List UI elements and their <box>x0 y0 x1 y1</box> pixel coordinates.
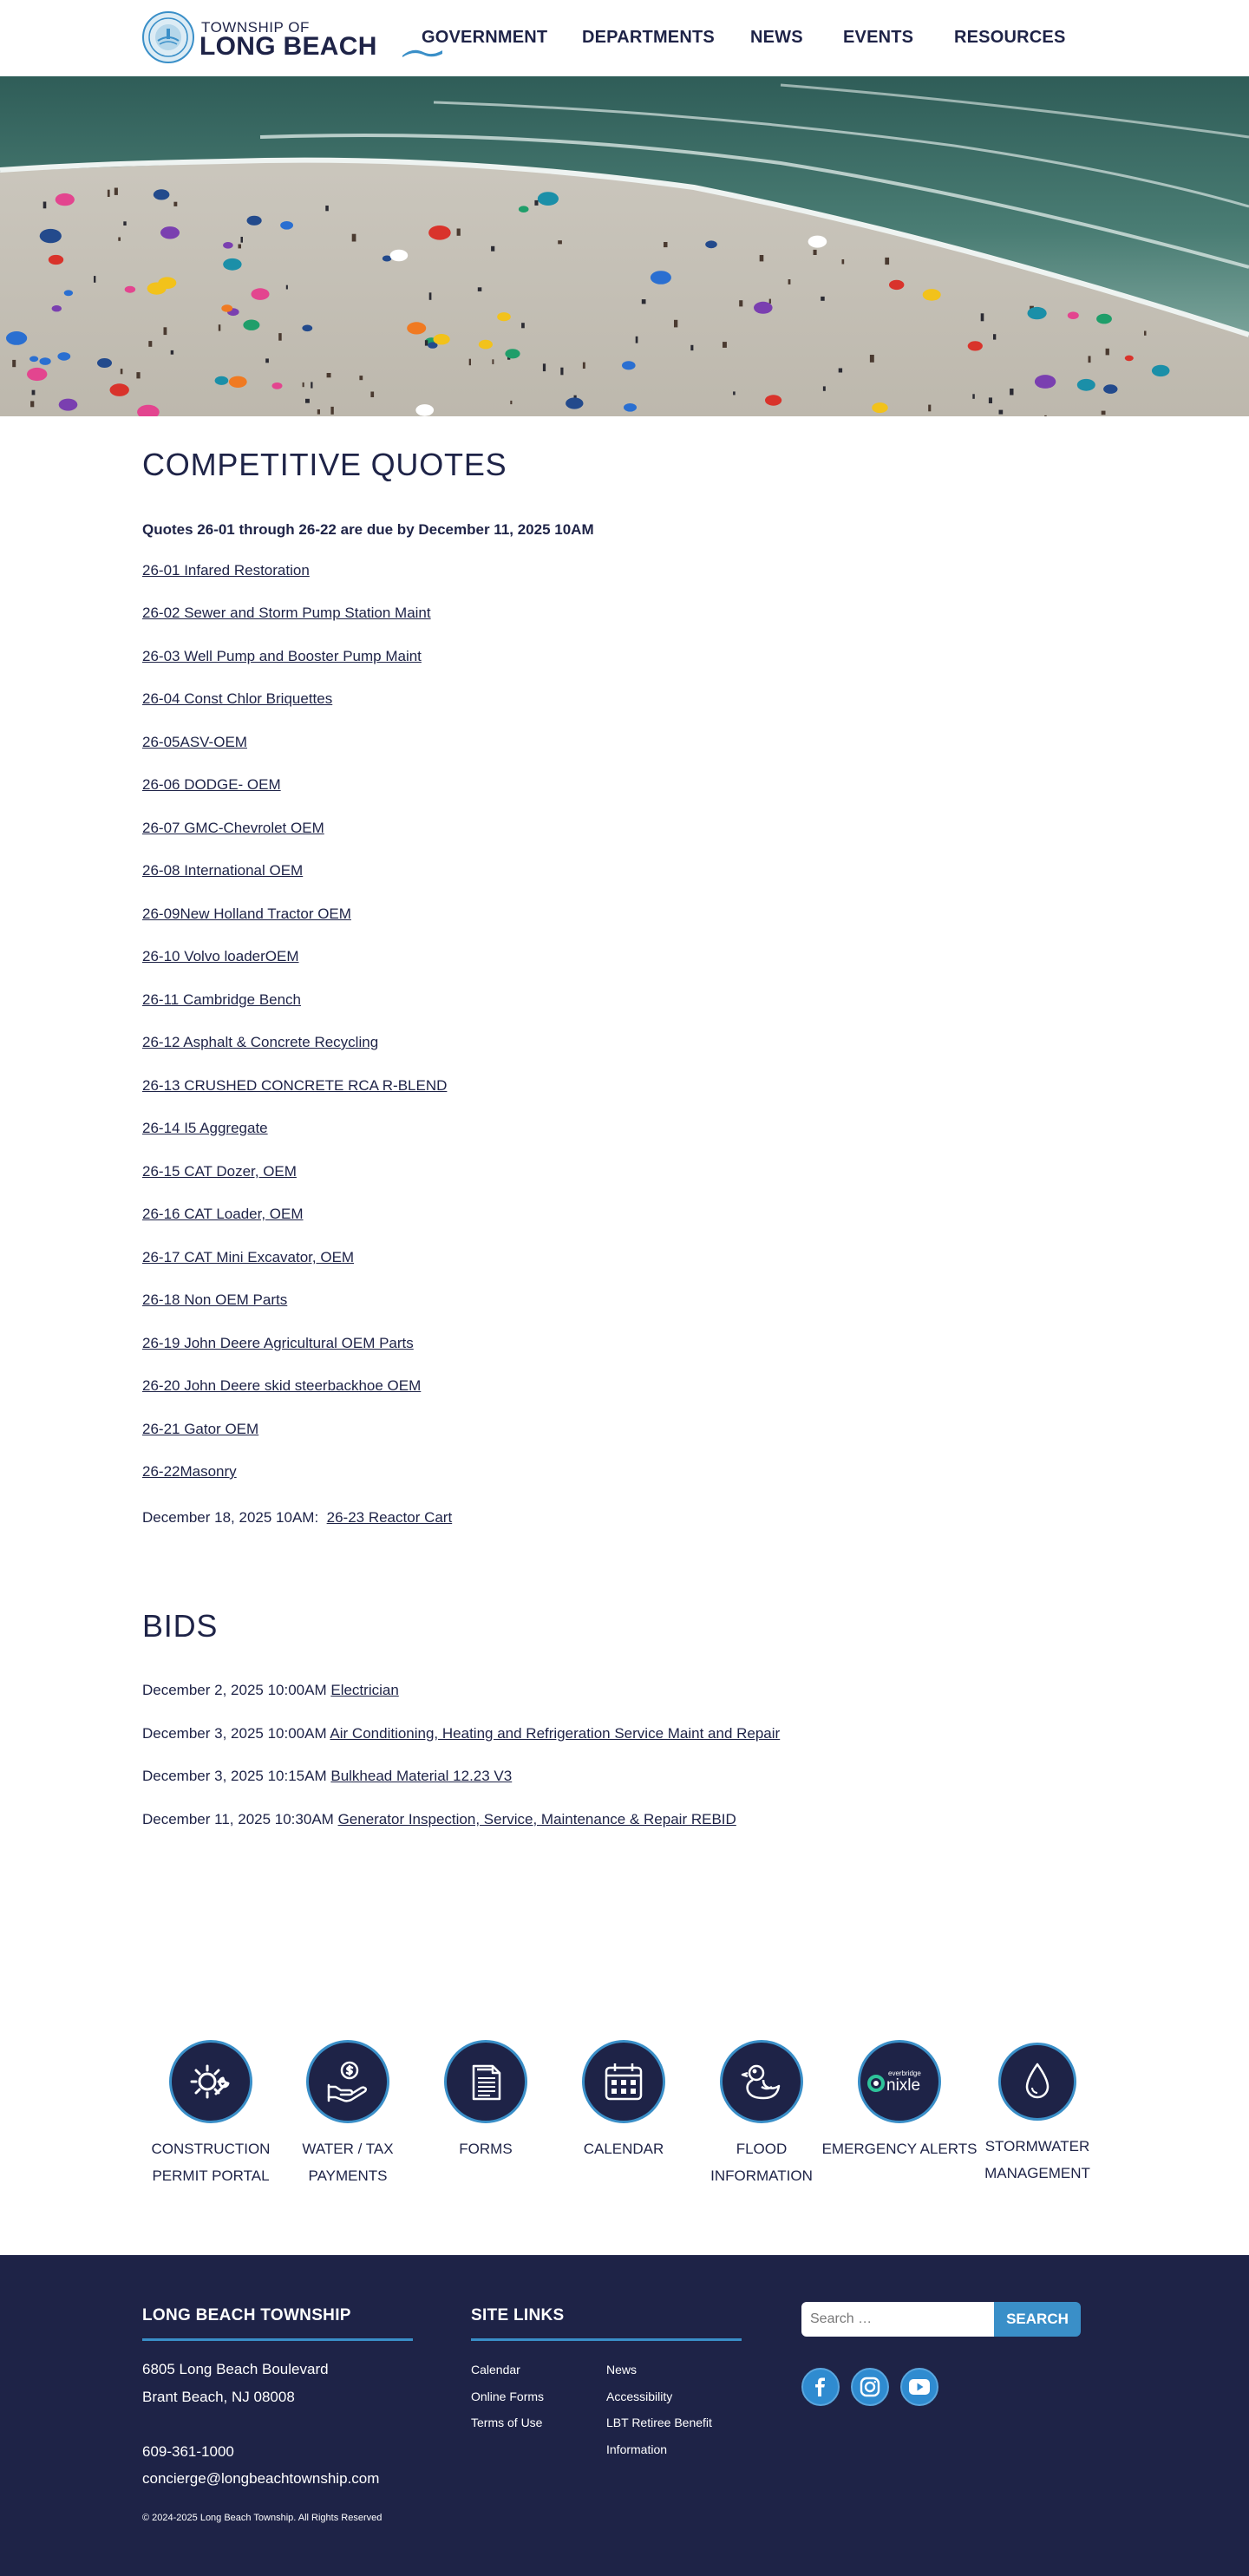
beach-umbrella <box>223 258 241 271</box>
beach-umbrella <box>1068 311 1079 319</box>
beach-person <box>311 382 312 388</box>
beach-umbrella <box>566 397 583 409</box>
beach-person <box>1044 415 1047 416</box>
beach-person <box>583 363 585 369</box>
beach-umbrella <box>64 290 73 296</box>
footer-email[interactable]: concierge@longbeachtownship.com <box>142 2470 380 2487</box>
beach-umbrella <box>1125 356 1134 362</box>
quote-link-26-03[interactable]: 26-03 Well Pump and Booster Pump Maint <box>142 648 422 664</box>
beach-person <box>469 359 471 366</box>
footer-title-site-links: SITE LINKS <box>471 2306 565 2324</box>
beach-person <box>839 369 842 373</box>
beach-umbrella <box>59 399 78 411</box>
beach-person <box>636 337 638 343</box>
beach-umbrella <box>247 216 262 226</box>
quicklink-label: FLOOD INFORMATION <box>710 2141 813 2184</box>
footer-title-township: LONG BEACH TOWNSHIP <box>142 2306 351 2324</box>
bid-date: December 2, 2025 10:00AM <box>142 1682 327 1698</box>
quote-link-26-23[interactable]: 26-23 Reactor Cart <box>326 1509 453 1526</box>
quote-link-26-07[interactable]: 26-07 GMC-Chevrolet OEM <box>142 820 324 836</box>
beach-person <box>303 382 304 387</box>
footer-phone[interactable]: 609-361-1000 <box>142 2443 234 2460</box>
hand-dollar-icon <box>306 2040 389 2123</box>
beach-person <box>327 373 331 377</box>
quicklink-calendar[interactable] <box>546 2040 702 2162</box>
quicklink-stormwater[interactable] <box>959 2040 1115 2187</box>
beach-umbrella <box>1096 314 1112 324</box>
beach-umbrella <box>434 334 450 344</box>
quote-link-26-20[interactable]: 26-20 John Deere skid steerbackhoe OEM <box>142 1377 422 1394</box>
logo-small-text: TOWNSHIP OF <box>201 19 310 36</box>
beach-person <box>121 369 123 374</box>
beach-umbrella <box>479 340 493 350</box>
quote-link-26-17[interactable]: 26-17 CAT Mini Excavator, OEM <box>142 1249 355 1265</box>
bid-link-generator[interactable]: Generator Inspection, Service, Maintenance & Repair REBID <box>337 1811 736 1827</box>
bid-date: December 3, 2025 10:00AM <box>142 1725 327 1742</box>
nav-events[interactable]: EVENTS <box>843 28 914 47</box>
beach-person <box>94 276 95 283</box>
duck-icon <box>720 2040 803 2123</box>
beach-umbrella <box>651 271 671 284</box>
beach-person <box>870 355 874 363</box>
beach-person <box>534 200 538 206</box>
beach-umbrella <box>889 280 904 290</box>
beach-umbrella <box>160 226 180 239</box>
quote-link-26-09[interactable]: 26-09New Holland Tractor OEM <box>142 906 351 922</box>
quote-link-26-08[interactable]: 26-08 International OEM <box>142 862 304 879</box>
quote-link-26-14[interactable]: 26-14 I5 Aggregate <box>142 1120 268 1136</box>
beach-person <box>1102 411 1106 415</box>
beach-person <box>1144 331 1147 336</box>
beach-person <box>560 368 563 376</box>
search-input[interactable] <box>801 2302 994 2337</box>
beach-person <box>981 313 984 321</box>
beach-umbrella <box>519 206 529 212</box>
quote-link-26-21[interactable]: 26-21 Gator OEM <box>142 1421 259 1437</box>
beach-umbrella <box>40 229 62 243</box>
footer-link-retiree-benefit[interactable]: LBT Retiree Benefit <box>606 2416 712 2429</box>
facebook-icon[interactable] <box>801 2368 840 2406</box>
beach-person <box>171 350 173 355</box>
beach-umbrella <box>97 358 112 368</box>
bid-row <box>142 1725 780 1742</box>
nav-resources[interactable]: RESOURCES <box>954 28 1066 47</box>
beach-umbrella <box>872 402 887 413</box>
beach-person <box>352 234 356 242</box>
beach-person <box>32 390 36 396</box>
quote-link-26-15[interactable]: 26-15 CAT Dozer, OEM <box>142 1163 297 1180</box>
site-footer <box>0 2255 1249 2576</box>
beach-person <box>241 237 244 243</box>
beach-person <box>690 345 693 350</box>
footer-address-line1: 6805 Long Beach Boulevard <box>142 2361 329 2377</box>
footer-link-calendar[interactable]: Calendar <box>471 2363 520 2377</box>
beach-umbrella <box>147 283 167 295</box>
quote-link-26-02[interactable]: 26-02 Sewer and Storm Pump Station Maint <box>142 605 431 621</box>
footer-address-line2: Brant Beach, NJ 08008 <box>142 2389 295 2405</box>
beach-person <box>219 324 221 330</box>
beach-umbrella <box>407 322 426 334</box>
beach-person <box>425 340 428 345</box>
nixle-icon <box>858 2040 941 2123</box>
quicklink-label: WATER / TAX PAYMENTS <box>302 2141 394 2184</box>
gear-wrench-icon <box>169 2040 252 2123</box>
quote-link-26-19[interactable]: 26-19 John Deere Agricultural OEM Parts <box>142 1335 414 1351</box>
beach-person <box>136 372 140 378</box>
bid-link-electrician[interactable]: Electrician <box>330 1682 399 1698</box>
nav-departments[interactable]: DEPARTMENTS <box>582 28 715 47</box>
beach-person <box>723 342 727 348</box>
beach-umbrella <box>622 361 636 369</box>
beach-person <box>928 405 931 412</box>
footer-link-news[interactable]: News <box>606 2363 638 2377</box>
beach-umbrella <box>1028 307 1047 319</box>
beach-person <box>148 341 152 347</box>
search-button[interactable]: SEARCH <box>994 2302 1081 2337</box>
beach-person <box>239 245 242 249</box>
quicklink-construction-permit[interactable] <box>133 2040 289 2189</box>
beach-person <box>842 259 845 265</box>
beach-umbrella <box>56 193 75 206</box>
quote-link-26-05[interactable]: 26-05ASV-OEM <box>142 734 247 750</box>
beach-person <box>123 221 126 226</box>
beach-umbrella <box>765 395 781 405</box>
beach-person <box>457 229 461 236</box>
beach-person <box>821 297 825 301</box>
quote-link-26-01[interactable]: 26-01 Infared Restoration <box>142 562 310 579</box>
beach-person <box>1106 349 1109 356</box>
beach-person <box>760 255 764 261</box>
quote-link-26-04[interactable]: 26-04 Const Chlor Briquettes <box>142 690 333 707</box>
beach-umbrella <box>223 242 233 249</box>
beach-person <box>330 407 333 415</box>
beach-person <box>173 202 177 206</box>
beach-umbrella <box>497 312 511 321</box>
site-header <box>0 0 1249 76</box>
beach-person <box>108 190 110 197</box>
footer-link-terms[interactable]: Terms of Use <box>471 2416 543 2429</box>
beach-umbrella <box>538 192 559 206</box>
beach-umbrella <box>49 255 63 265</box>
bid-link-bulkhead[interactable]: Bulkhead Material 12.23 V3 <box>330 1768 513 1784</box>
quicklink-label: FORMS <box>459 2141 513 2157</box>
beach-person <box>491 246 494 252</box>
bid-row <box>142 1682 399 1699</box>
quote-link-26-13[interactable]: 26-13 CRUSHED CONCRETE RCA R-BLEND <box>142 1077 448 1094</box>
quote-link-26-22[interactable]: 26-22Masonry <box>142 1463 237 1480</box>
beach-person <box>543 363 546 371</box>
beach-umbrella <box>221 304 232 311</box>
beach-person <box>885 258 889 265</box>
beach-person <box>823 386 826 390</box>
beach-person <box>1089 356 1091 363</box>
bid-date: December 3, 2025 10:15AM <box>142 1768 327 1784</box>
quote-link-26-10[interactable]: 26-10 Volvo loaderOEM <box>142 948 299 964</box>
beach-person <box>12 360 16 367</box>
beach-person <box>305 399 310 403</box>
calendar-icon <box>582 2040 665 2123</box>
site-logo[interactable] <box>142 11 377 65</box>
beach-person <box>814 250 817 255</box>
quicklink-label: EMERGENCY ALERTS <box>821 2141 978 2157</box>
nav-government[interactable]: GOVERNMENT <box>422 28 548 47</box>
beach-umbrella <box>52 305 62 311</box>
nav-news[interactable]: NEWS <box>750 28 803 47</box>
quotes-due-note: Quotes 26-01 through 26-22 are due by December 11, 2025 10AM <box>142 521 594 538</box>
quote-link-26-06[interactable]: 26-06 DODGE- OEM <box>142 776 281 793</box>
beach-person <box>118 238 121 241</box>
beach-person <box>739 300 742 306</box>
beach-person <box>788 279 791 284</box>
beach-umbrella <box>125 286 135 293</box>
beach-umbrella <box>390 250 409 261</box>
beach-umbrella <box>229 376 247 388</box>
beach-person <box>972 394 975 399</box>
quicklink-water-tax[interactable] <box>270 2040 426 2189</box>
beach-person <box>478 287 482 291</box>
beach-person <box>429 292 432 300</box>
quote-link-26-16[interactable]: 26-16 CAT Loader, OEM <box>142 1206 304 1222</box>
nixle-brand-main: nixle <box>886 2076 921 2095</box>
beach-umbrella <box>252 288 270 300</box>
beach-umbrella <box>968 341 983 350</box>
quicklink-forms[interactable] <box>408 2040 564 2162</box>
quicklink-label: STORMWATER MANAGEMENT <box>984 2138 1090 2181</box>
quote-link-26-11[interactable]: 26-11 Cambridge Bench <box>142 991 302 1008</box>
beach-umbrella <box>505 349 520 358</box>
beach-person <box>492 359 494 364</box>
beach-person <box>286 285 288 290</box>
bids-title: BIDS <box>142 1608 219 1644</box>
beach-person <box>510 401 512 404</box>
beach-person <box>278 333 282 341</box>
township-seal-icon <box>142 11 194 63</box>
beach-person <box>325 206 329 211</box>
footer-copyright: © 2024-2025 Long Beach Township. All Rights Reserved <box>142 2513 383 2523</box>
beach-umbrella <box>272 382 283 389</box>
beach-person <box>664 242 668 247</box>
beach-umbrella <box>29 356 38 363</box>
beach-person <box>317 409 320 415</box>
beach-umbrella <box>705 240 717 248</box>
quote-26-23-line <box>142 1509 452 1527</box>
footer-divider <box>471 2338 742 2341</box>
quote-link-26-18[interactable]: 26-18 Non OEM Parts <box>142 1291 288 1308</box>
document-icon <box>444 2040 527 2123</box>
youtube-icon[interactable] <box>900 2368 938 2406</box>
beach-person <box>265 358 269 363</box>
instagram-icon[interactable] <box>851 2368 889 2406</box>
page-title: COMPETITIVE QUOTES <box>142 447 507 482</box>
beach-umbrella <box>215 376 229 385</box>
beach-umbrella <box>154 189 170 199</box>
beach-umbrella <box>243 320 259 330</box>
beach-umbrella <box>302 325 312 332</box>
beach-person <box>733 391 736 395</box>
beach-umbrella <box>415 404 434 416</box>
bid-row <box>142 1768 512 1785</box>
footer-link-retiree-benefit-cont[interactable]: Information <box>606 2442 668 2456</box>
hero-beach-image <box>0 76 1249 416</box>
beach-person <box>993 334 996 339</box>
nixle-brand-small: everbridge <box>888 2069 921 2077</box>
beach-umbrella <box>624 403 637 412</box>
beach-umbrella <box>1152 365 1170 376</box>
bid-row <box>142 1811 736 1828</box>
beach-umbrella <box>808 236 827 248</box>
beach-umbrella <box>27 368 47 381</box>
quicklink-label: CALENDAR <box>583 2141 664 2157</box>
logo-main-text: LONG BEACH <box>199 32 377 61</box>
beach-umbrella <box>110 383 129 396</box>
beach-umbrella <box>1035 375 1056 389</box>
beach-umbrella <box>754 302 773 314</box>
quicklink-flood-information[interactable] <box>683 2040 840 2189</box>
beach-person <box>30 401 34 407</box>
beach-person <box>989 397 992 403</box>
beach-person <box>164 327 167 335</box>
beach-person <box>359 376 363 380</box>
beach-umbrella <box>57 352 70 361</box>
bid-link-hvac[interactable]: Air Conditioning, Heating and Refrigeration Service Maint and Repair <box>330 1725 781 1742</box>
quote-link-26-12[interactable]: 26-12 Asphalt & Concrete Recycling <box>142 1034 379 1050</box>
beach-umbrella <box>923 289 941 301</box>
beach-person <box>558 240 562 244</box>
quicklink-label: CONSTRUCTION PERMIT PORTAL <box>151 2141 271 2184</box>
beach-umbrella <box>280 221 293 230</box>
beach-person <box>642 299 646 304</box>
beach-person <box>43 202 47 209</box>
beach-umbrella <box>428 226 451 240</box>
water-drop-icon <box>998 2043 1076 2121</box>
beach-umbrella <box>6 331 27 345</box>
beach-umbrella <box>1103 384 1117 394</box>
beach-person <box>674 320 677 328</box>
beach-person <box>521 323 525 328</box>
beach-umbrella <box>1077 379 1095 391</box>
footer-link-online-forms[interactable]: Online Forms <box>471 2390 545 2403</box>
quicklink-emergency-alerts[interactable] <box>821 2040 978 2162</box>
footer-divider <box>142 2338 413 2341</box>
bid-date: December 11, 2025 10:30AM <box>142 1811 334 1827</box>
beach-person <box>114 188 118 195</box>
beach-person <box>370 392 374 398</box>
beach-person <box>999 410 1004 415</box>
beach-umbrella <box>40 357 51 365</box>
beach-person <box>1010 389 1013 396</box>
quote-26-23-date: December 18, 2025 10AM: <box>142 1509 319 1526</box>
footer-link-accessibility[interactable]: Accessibility <box>606 2390 673 2403</box>
beach-person <box>769 299 771 304</box>
